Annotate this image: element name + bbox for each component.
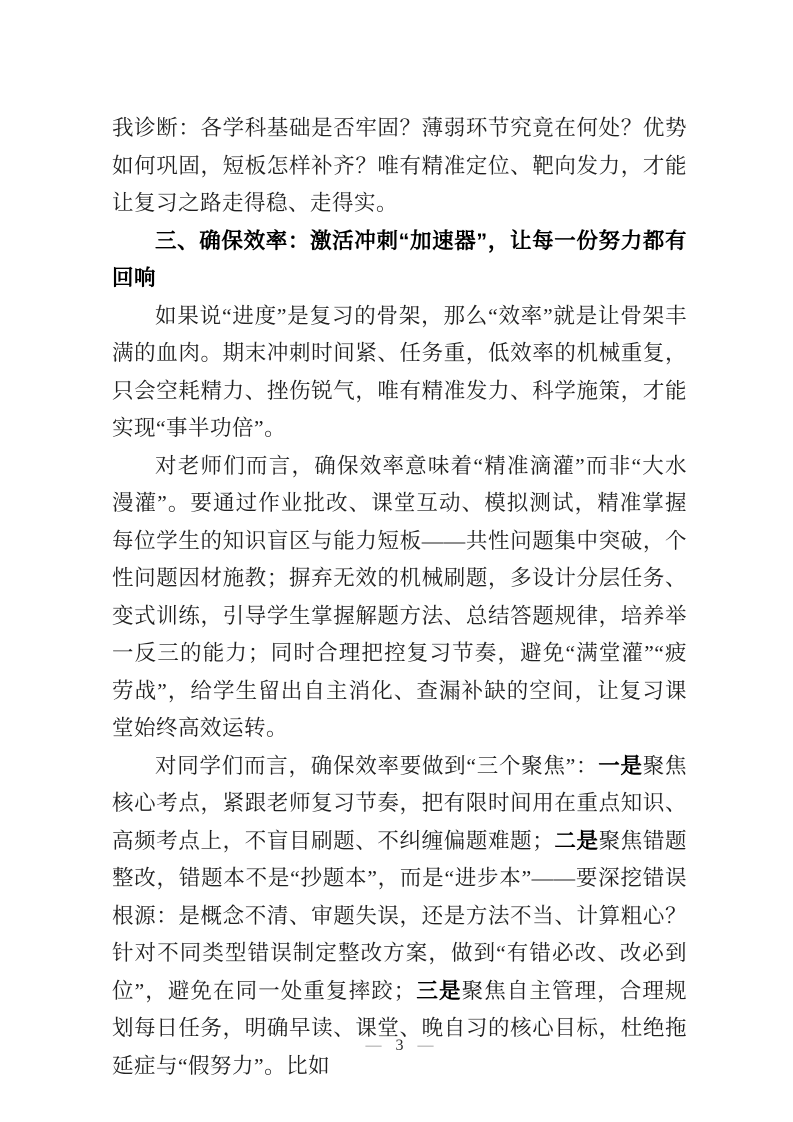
paragraph xyxy=(112,748,687,1086)
text-run: 三、确保效率：激活冲刺“加速器”，让每一份努力都有回响 xyxy=(112,228,687,290)
text-run: 我诊断：各学科基础是否牢固？薄弱环节究竟在何处？优势如何巩固，短板怎样补齐？唯有精准定位、靶向发力，才能让复习之路走得稳、走得实。 xyxy=(112,116,687,215)
text-run: 如果说“进度”是复习的骨架，那么“效率”就是让骨架丰满的血肉。期末冲刺时间紧、任务重，低效率的机械重复，只会空耗精力、挫伤锐气，唯有精准发力、科学施策，才能实现“事半功倍”。 xyxy=(112,303,687,440)
page-footer xyxy=(112,1036,687,1056)
paragraph xyxy=(112,298,687,448)
text-run: 三是 xyxy=(415,978,462,1003)
paragraph xyxy=(112,110,687,223)
document-body xyxy=(112,110,687,1085)
text-run: 聚焦核心考点，紧跟老师复习节奏，把有限时间用在重点知识、高频考点上，不盲目刷题、不纠缠偏题难题； xyxy=(112,753,687,853)
text-run: 聚焦自主管理，合理规划每日任务，明确早读、课堂、晚自习的核心目标，杜绝拖延症与“假努力”。比如 xyxy=(112,978,687,1078)
text-run: 对同学们而言，确保效率要做到“三个聚焦”： xyxy=(155,753,599,778)
footer-dash-left: — xyxy=(365,1037,382,1054)
text-run: 聚焦错题整改，错题本不是“抄题本”，而是“进步本”——要深挖错误根源：是概念不清、审题失误，还是方法不当、计算粗心？针对不同类型错误制定整改方案，做到“有错必改、改必到位”，避免在同一处重复摔跤； xyxy=(112,828,687,1003)
footer-dash-right: — xyxy=(417,1037,434,1054)
text-run: 二是 xyxy=(554,828,599,853)
page-number: 3 xyxy=(395,1037,404,1054)
text-run: 对老师们而言，确保效率意味着“精准滴灌”而非“大水漫灌”。要通过作业批改、课堂互动、模拟测试，精准掌握每位学生的知识盲区与能力短板——共性问题集中突破，个性问题因材施教；摒弃无效的机械刷题，多设计分层任务、变式训练，引导学生掌握解题方法、总结答题规律，培养举一反三的能力；同时合理把控复习节奏，避免“满堂灌”“疲劳战”，给学生留出自主消化、查漏补缺的空间，让复习课堂始终高效运转。 xyxy=(112,453,687,740)
paragraph xyxy=(112,448,687,748)
text-run: 一是 xyxy=(598,753,643,778)
section-heading xyxy=(112,223,687,298)
